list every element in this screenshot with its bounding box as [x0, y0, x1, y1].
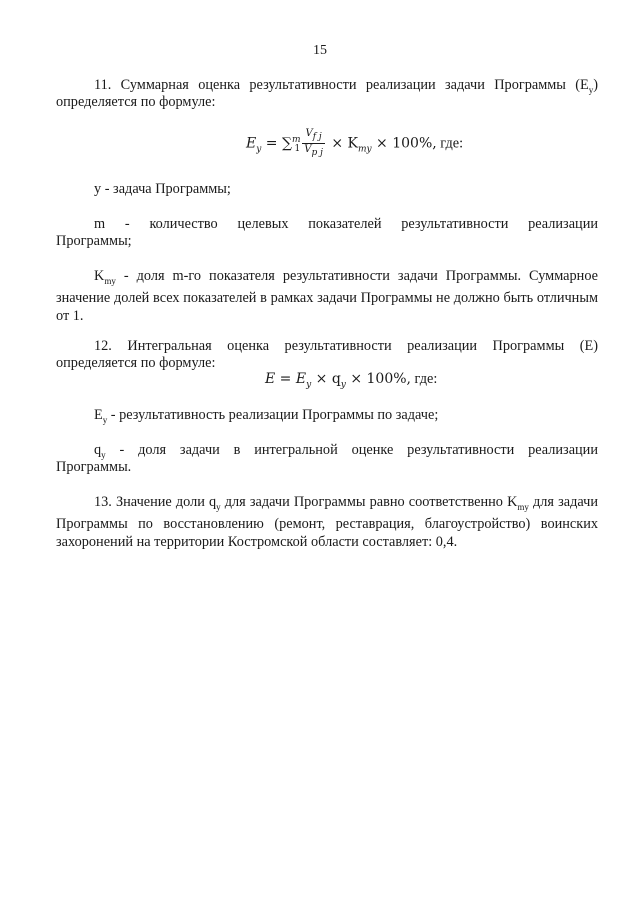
- definition-y: у - задача Программы;: [94, 181, 231, 197]
- formula-ey: $E_y = \sum^m_1$ $\frac{V_{f j}}{V_{p j}}$ × $K_{my} \times 100\%$, где:: [246, 128, 464, 158]
- definition-ey: $E_у$ - результативность реализации Программы по задаче;: [94, 407, 439, 425]
- definition-qy-line1: $q_у$ - доля задачи в интегральной оценке результативности реализации: [94, 442, 598, 460]
- paragraph-11-line1: 11. Суммарная оценка результативности реализации задачи Программы $(E_у)$: [94, 77, 598, 95]
- definition-qy-line2: Программы.: [56, 459, 132, 475]
- definition-m-line2: Программы;: [56, 233, 132, 249]
- paragraph-12-line2: определяется по формуле:: [56, 355, 216, 371]
- paragraph-11-line2: определяется по формуле:: [56, 94, 216, 110]
- formula-e: $E = E_y \times q_y \times 100\%$, где:: [265, 371, 438, 390]
- definition-m-line1: m - количество целевых показателей результативности реализации: [94, 216, 598, 232]
- paragraph-12-line1: 12. Интегральная оценка результативности реализации Программы (E): [94, 338, 598, 354]
- paragraph-13: 13. Значение доли $q_у$ для задачи Программы равно соответственно $K_{my}$ для задачи Программы по восстановлению (ремонт, реставрация, благоустройство) воинских захоронений на территории Костромской области составляет: 0,4.: [56, 494, 598, 550]
- fraction-vf-vp: $\frac{V_{f j}}{V_{p j}}$: [304, 128, 323, 158]
- page-number: 15: [313, 43, 327, 58]
- definition-kmy: $K_{my}$ - доля m-го показателя результативности задачи Программы. Суммарное значение долей всех показателей в рамках задачи Программы не должно быть отличным от 1.: [56, 268, 598, 324]
